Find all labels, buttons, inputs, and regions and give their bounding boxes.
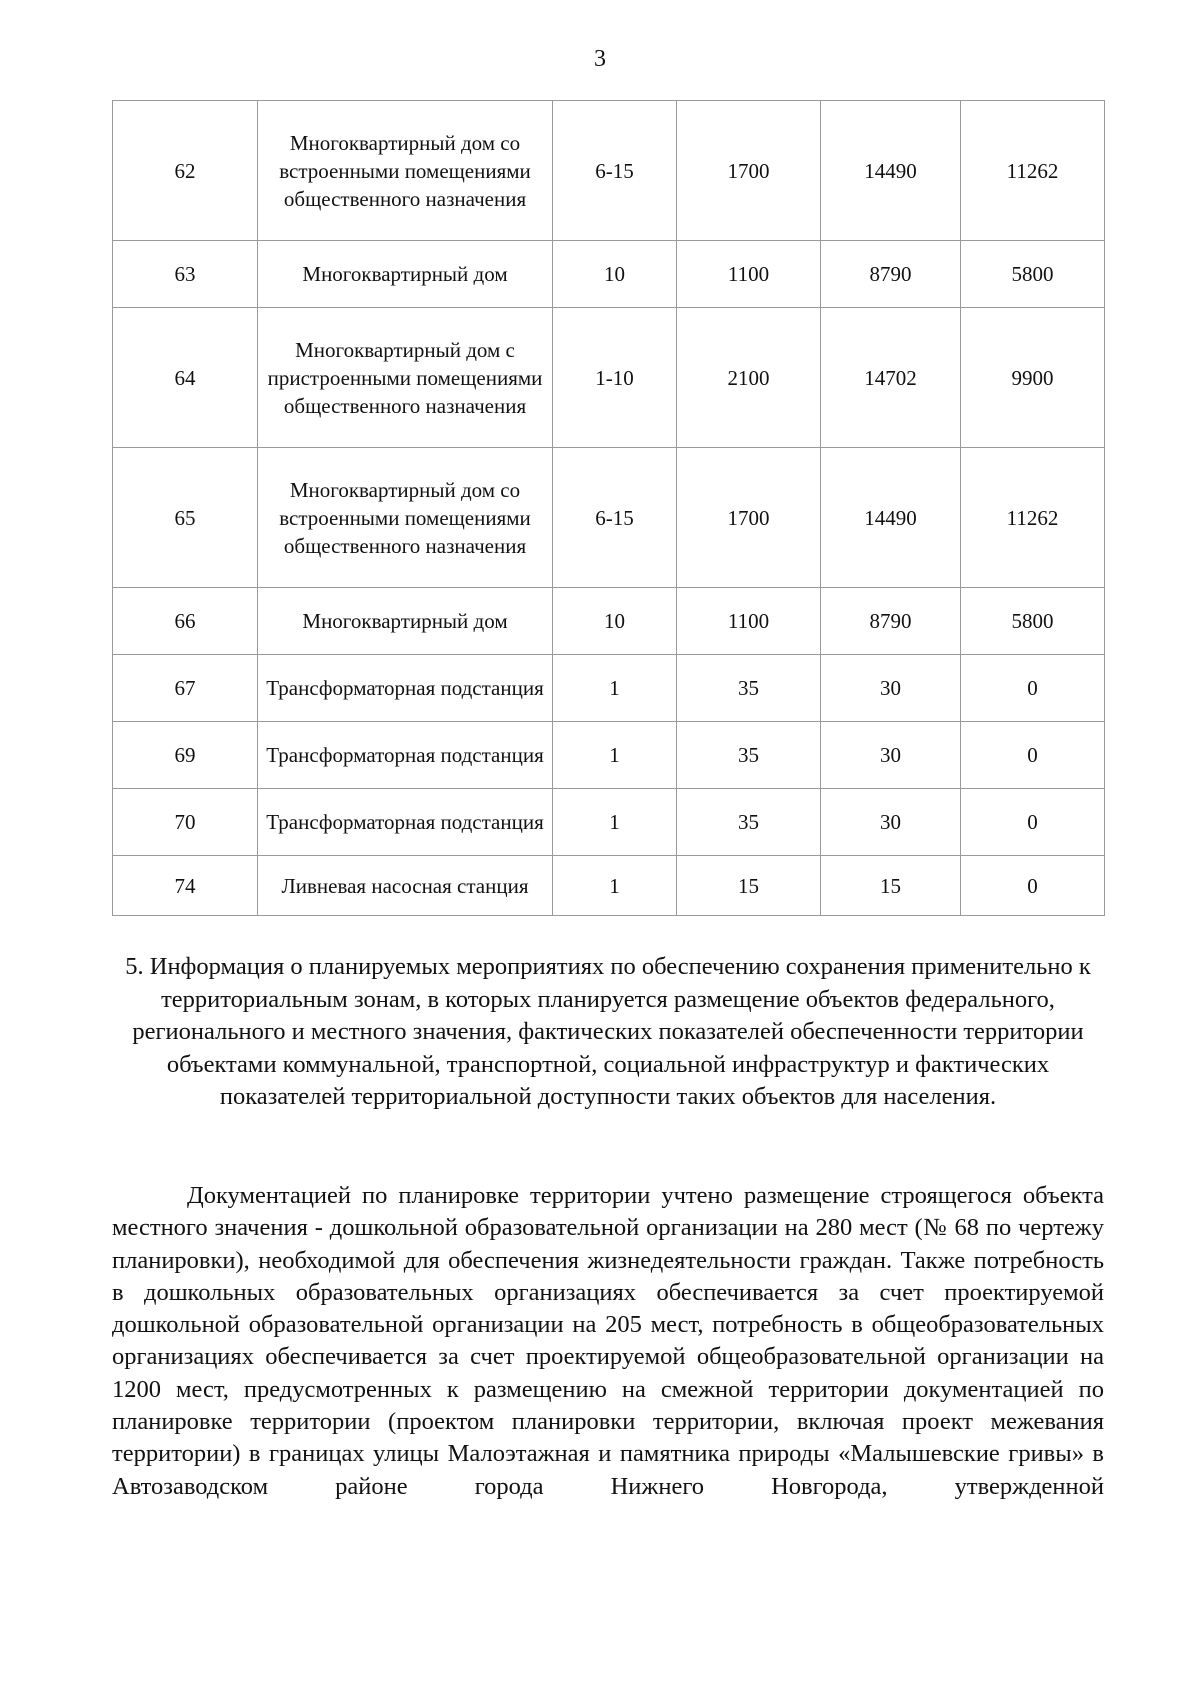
column-5-value: 30 (821, 655, 961, 722)
row-number: 64 (113, 308, 258, 448)
column-5-value: 30 (821, 789, 961, 856)
row-number: 62 (113, 101, 258, 241)
object-name: Многоквартирный дом (258, 588, 553, 655)
column-6-value: 11262 (961, 448, 1105, 588)
column-5-value: 8790 (821, 241, 961, 308)
floors-value: 10 (553, 241, 677, 308)
column-4-value: 1100 (677, 241, 821, 308)
floors-value: 6-15 (553, 101, 677, 241)
row-number: 63 (113, 241, 258, 308)
table-row (113, 101, 1105, 241)
column-6-value: 0 (961, 856, 1105, 916)
table-row (113, 308, 1105, 448)
object-name: Многоквартирный дом со встроенными помещениями общественного назначения (258, 448, 553, 588)
object-name: Многоквартирный дом с пристроенными помещениями общественного назначения (258, 308, 553, 448)
column-6-value: 0 (961, 655, 1105, 722)
column-6-value: 5800 (961, 241, 1105, 308)
column-6-value: 0 (961, 722, 1105, 789)
floors-value: 1-10 (553, 308, 677, 448)
table-row (113, 856, 1105, 916)
row-number: 65 (113, 448, 258, 588)
section-heading: 5. Информация о планируемых мероприятиях по обеспечению сохранения применительно к территориальным зонам, в которых планируется размещение объектов федерального, регионального и местного значения, фактических показателей обеспеченности территории объектами коммунальной, транспортной, социальной инфраструктур и фактических показателей территориальной доступности таких объектов для населения. (125, 953, 1091, 1110)
object-name: Многоквартирный дом со встроенными помещениями общественного назначения (258, 101, 553, 241)
floors-value: 1 (553, 722, 677, 789)
table-row (113, 722, 1105, 789)
column-4-value: 35 (677, 722, 821, 789)
column-4-value: 35 (677, 655, 821, 722)
row-number: 66 (113, 588, 258, 655)
column-4-value: 2100 (677, 308, 821, 448)
floors-value: 10 (553, 588, 677, 655)
column-6-value: 5800 (961, 588, 1105, 655)
column-5-value: 14490 (821, 101, 961, 241)
object-name: Трансформаторная подстанция (258, 722, 553, 789)
floors-value: 1 (553, 655, 677, 722)
objects-table (112, 100, 1105, 916)
object-name: Ливневая насосная станция (258, 856, 553, 916)
floors-value: 1 (553, 789, 677, 856)
column-5-value: 15 (821, 856, 961, 916)
column-6-value: 11262 (961, 101, 1105, 241)
column-4-value: 1100 (677, 588, 821, 655)
table-row (113, 655, 1105, 722)
page-number: 3 (594, 46, 606, 72)
table-row (113, 588, 1105, 655)
body-paragraph: Документацией по планировке территории учтено размещение строящегося объекта местного значения - дошкольной образовательной организации на 280 мест (№ 68 по чертежу планировки), необходимой для обеспечения жизнедеятельности граждан. Также потребность в дошкольных образовательных организациях обеспечивается за счет проектируемой дошкольной образовательной организации на 205 мест, потребность в общеобразовательных организациях обеспечивается за счет проектируемой общеобразовательной организации на 1200 мест, предусмотренных к размещению на смежной территории документацией по планировке территории (проектом планировки территории, включая проект межевания территории) в границах улицы Малоэтажная и памятника природы «Малышевские гривы» в Автозаводском районе города Нижнего Новгорода, утвержденной (112, 1182, 1104, 1500)
object-name: Трансформаторная подстанция (258, 655, 553, 722)
floors-value: 1 (553, 856, 677, 916)
column-6-value: 0 (961, 789, 1105, 856)
column-5-value: 30 (821, 722, 961, 789)
column-4-value: 1700 (677, 101, 821, 241)
column-4-value: 1700 (677, 448, 821, 588)
column-4-value: 15 (677, 856, 821, 916)
table-row (113, 241, 1105, 308)
row-number: 70 (113, 789, 258, 856)
row-number: 69 (113, 722, 258, 789)
column-4-value: 35 (677, 789, 821, 856)
object-name: Трансформаторная подстанция (258, 789, 553, 856)
floors-value: 6-15 (553, 448, 677, 588)
table-row (113, 448, 1105, 588)
column-5-value: 8790 (821, 588, 961, 655)
column-6-value: 9900 (961, 308, 1105, 448)
object-name: Многоквартирный дом (258, 241, 553, 308)
column-5-value: 14490 (821, 448, 961, 588)
row-number: 67 (113, 655, 258, 722)
column-5-value: 14702 (821, 308, 961, 448)
row-number: 74 (113, 856, 258, 916)
table-row (113, 789, 1105, 856)
